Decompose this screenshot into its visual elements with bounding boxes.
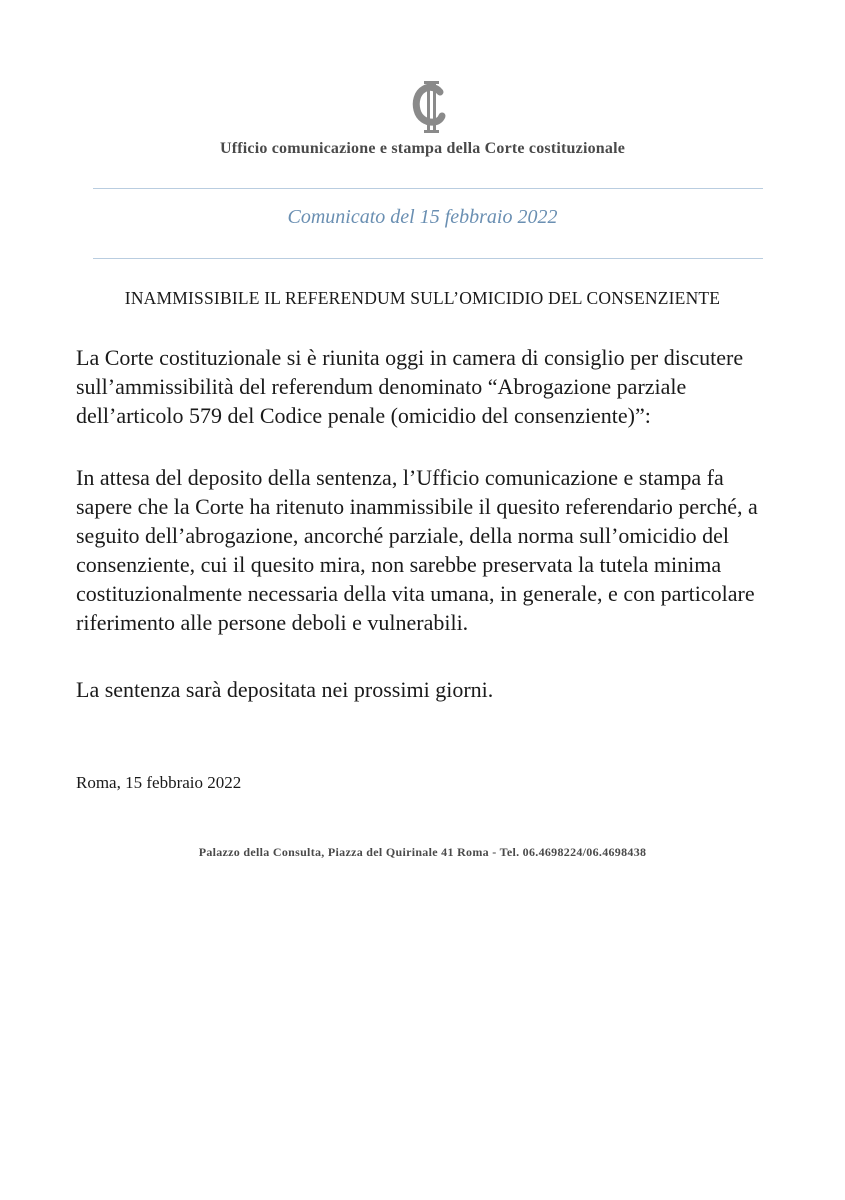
header-divider-bottom: [93, 258, 763, 259]
footer-address: Palazzo della Consulta, Piazza del Quirinale 41 Roma - Tel. 06.4698224/06.4698438: [198, 845, 647, 859]
body-paragraph-1: La Corte costituzionale si è riunita oggi in camera di consiglio per discutere sull’ammissibilità del referendum denominato “Abrogazione parziale dell’articolo 579 del Codice penale (omicidio del consenziente)”:: [76, 345, 744, 428]
office-name: Ufficio comunicazione e stampa della Corte costituzionale: [219, 140, 626, 157]
release-title: INAMMISSIBILE IL REFERENDUM SULL’OMICIDIO DEL CONSENZIENTE: [124, 288, 721, 308]
body-paragraph-3: La sentenza sarà depositata nei prossimi giorni.: [76, 677, 494, 702]
place-and-date: Roma, 15 febbraio 2022: [76, 773, 242, 792]
body-paragraph-2: In attesa del deposito della sentenza, l’Ufficio comunicazione e stampa fa sapere che la Corte ha ritenuto inammissibile il quesito referendario perché, a seguito dell’abrogazione, ancorché parziale, della norma sull’omicidio del consenziente, cui il quesito mira, non sarebbe preservata la tutela minima costituzionalmente necessaria della vita umana, in generale, e con particolare riferimento alle persone deboli e vulnerabili.: [76, 465, 758, 635]
court-emblem-icon: [410, 78, 450, 136]
header-divider-top: [93, 188, 763, 189]
release-date: Comunicato del 15 febbraio 2022: [287, 206, 558, 228]
